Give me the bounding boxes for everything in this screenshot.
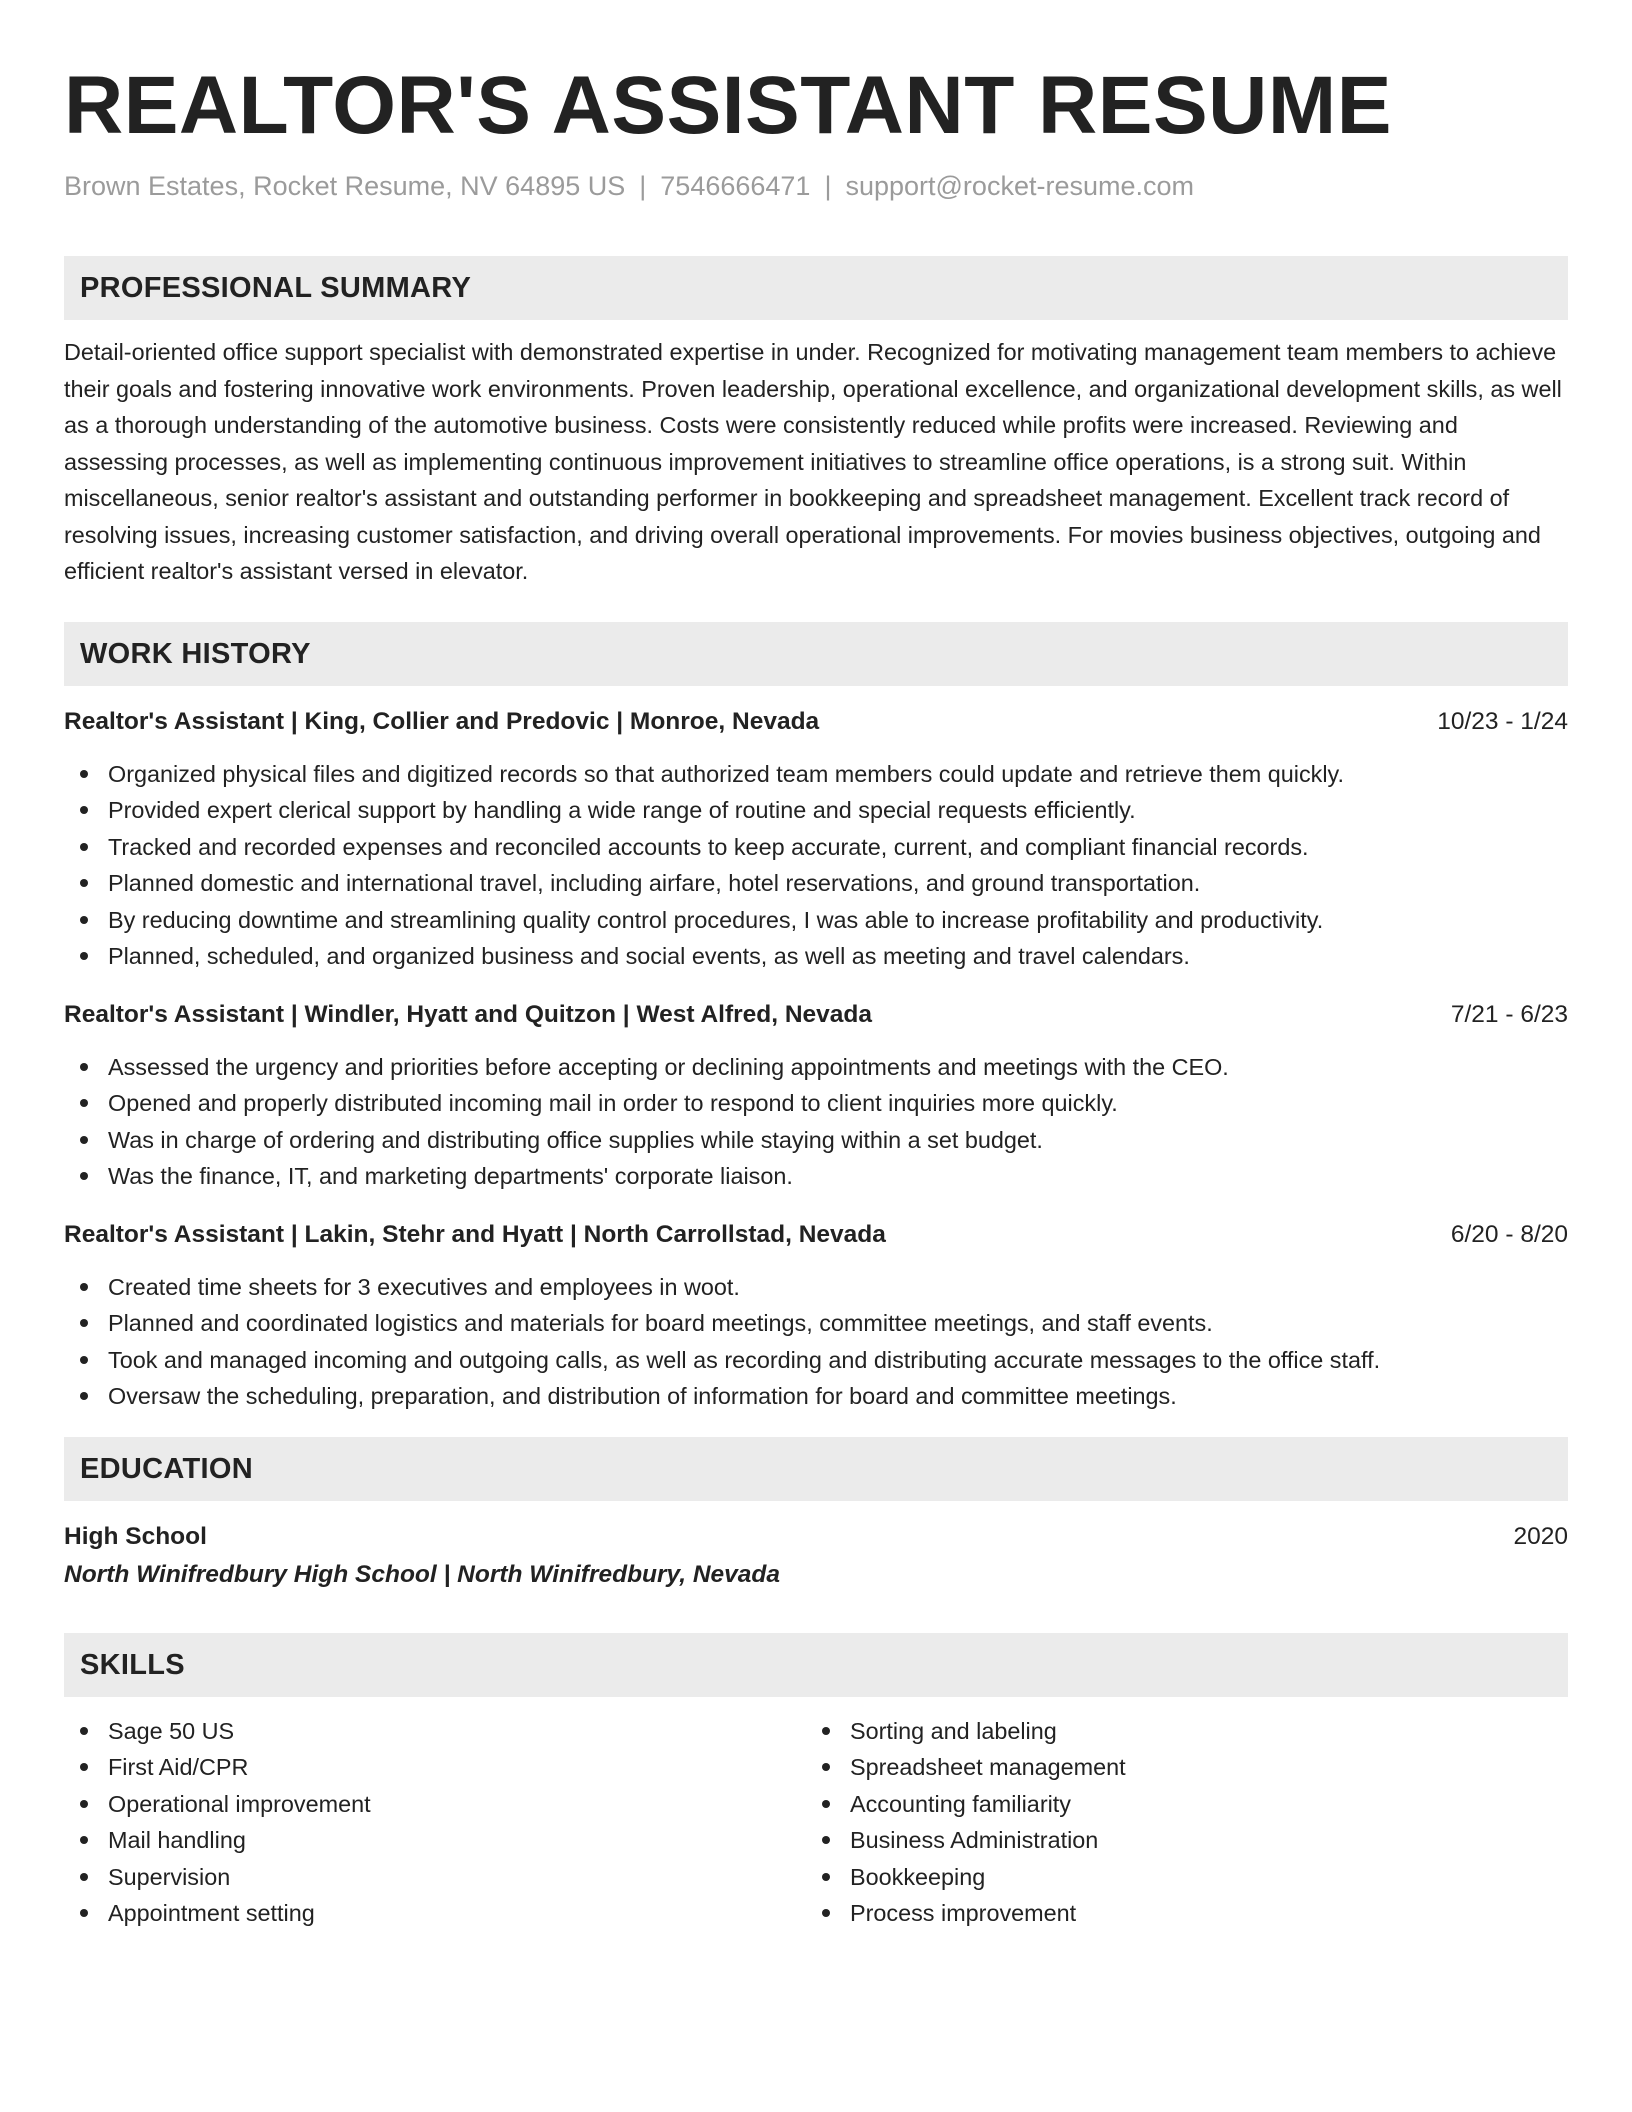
job-bullet-list <box>64 756 1568 975</box>
job-bullet: Was the finance, IT, and marketing departments' corporate liaison. <box>64 1158 1568 1195</box>
contact-address: Brown Estates, Rocket Resume, NV 64895 US <box>64 171 626 201</box>
resume-title: REALTOR'S ASSISTANT RESUME <box>64 60 1392 151</box>
skill-item: Appointment setting <box>64 1895 806 1932</box>
summary-text: Detail-oriented office support specialist with demonstrated expertise in under. Recognized for motivating management team members to achieve their goals and fostering innovative work environments. Proven leadership, operational excellence, and organizational development skills, as well as a thorough understanding of the automotive business. Costs were consistently reduced while profits were increased. Reviewing and assessing processes, as well as implementing continuous improvement initiatives to streamline office operations, is a strong suit. Within miscellaneous, senior realtor's assistant and outstanding performer in bookkeeping and spreadsheet management. Excellent track record of resolving issues, increasing customer satisfaction, and driving overall operational improvements. For movies business objectives, outgoing and efficient realtor's assistant versed in elevator. <box>64 339 1562 584</box>
job-bullet: Tracked and recorded expenses and reconciled accounts to keep accurate, current, and compliant financial records. <box>64 829 1568 866</box>
job-bullet: Opened and properly distributed incoming mail in order to respond to client inquiries more quickly. <box>64 1085 1568 1122</box>
skill-item: Sorting and labeling <box>806 1713 1548 1750</box>
skills-column-left <box>64 1713 806 1932</box>
job-dates: 7/21 - 6/23 <box>1450 1000 1568 1028</box>
contact-separator: | <box>824 171 832 201</box>
job-title: Realtor's Assistant | King, Collier and Predovic | Monroe, Nevada <box>64 707 820 735</box>
contact-separator: | <box>639 171 647 201</box>
education-year: 2020 <box>1513 1522 1568 1550</box>
contact-line <box>64 168 1568 204</box>
job-header <box>64 1217 1568 1253</box>
job-bullet-list <box>64 1049 1568 1195</box>
skill-item: First Aid/CPR <box>64 1749 806 1786</box>
education-school: North Winifredbury High School | North Winifredbury, Nevada <box>64 1560 781 1588</box>
skills-list <box>64 1713 806 1932</box>
section-heading-work-history: WORK HISTORY <box>64 622 1568 686</box>
resume-page <box>64 56 1568 1932</box>
skill-item: Business Administration <box>806 1822 1548 1859</box>
skills-columns <box>64 1713 1568 1932</box>
skill-item: Supervision <box>64 1859 806 1896</box>
skill-item: Bookkeeping <box>806 1859 1548 1896</box>
job-bullet: Oversaw the scheduling, preparation, and distribution of information for board and committee meetings. <box>64 1378 1568 1415</box>
job-bullet: Planned domestic and international travel, including airfare, hotel reservations, and ground transportation. <box>64 865 1568 902</box>
job-header <box>64 997 1568 1033</box>
job-header <box>64 704 1568 740</box>
section-heading-skills: SKILLS <box>64 1633 1568 1697</box>
skill-item: Process improvement <box>806 1895 1548 1932</box>
skill-item: Mail handling <box>64 1822 806 1859</box>
job-entry <box>64 1217 1568 1415</box>
job-bullet: Created time sheets for 3 executives and employees in woot. <box>64 1269 1568 1306</box>
job-bullet: Assessed the urgency and priorities before accepting or declining appointments and meetings with the CEO. <box>64 1049 1568 1086</box>
job-bullet: By reducing downtime and streamlining quality control procedures, I was able to increase profitability and productivity. <box>64 902 1568 939</box>
skills-column-right <box>806 1713 1548 1932</box>
job-title: Realtor's Assistant | Windler, Hyatt and Quitzon | West Alfred, Nevada <box>64 1000 873 1028</box>
job-title: Realtor's Assistant | Lakin, Stehr and Hyatt | North Carrollstad, Nevada <box>64 1220 886 1248</box>
job-bullet: Planned, scheduled, and organized business and social events, as well as meeting and travel calendars. <box>64 938 1568 975</box>
section-heading-education: EDUCATION <box>64 1437 1568 1501</box>
job-entry <box>64 997 1568 1195</box>
education-header <box>64 1519 1568 1555</box>
skill-item: Sage 50 US <box>64 1713 806 1750</box>
job-bullet: Took and managed incoming and outgoing calls, as well as recording and distributing accurate messages to the office staff. <box>64 1342 1568 1379</box>
job-entry <box>64 704 1568 975</box>
job-bullet: Planned and coordinated logistics and materials for board meetings, committee meetings, and staff events. <box>64 1305 1568 1342</box>
job-bullet: Provided expert clerical support by handling a wide range of routine and special requests efficiently. <box>64 792 1568 829</box>
skill-item: Spreadsheet management <box>806 1749 1548 1786</box>
skills-list <box>806 1713 1548 1932</box>
contact-email: support@rocket-resume.com <box>845 171 1194 201</box>
education-degree: High School <box>64 1522 207 1550</box>
job-bullet: Organized physical files and digitized records so that authorized team members could update and retrieve them quickly. <box>64 756 1568 793</box>
job-bullet-list <box>64 1269 1568 1415</box>
contact-phone: 7546666471 <box>660 171 811 201</box>
job-bullet: Was in charge of ordering and distributing office supplies while staying within a set budget. <box>64 1122 1568 1159</box>
skill-item: Accounting familiarity <box>806 1786 1548 1823</box>
job-dates: 6/20 - 8/20 <box>1450 1220 1568 1248</box>
section-heading-summary: PROFESSIONAL SUMMARY <box>64 256 1568 320</box>
job-dates: 10/23 - 1/24 <box>1437 707 1568 735</box>
skill-item: Operational improvement <box>64 1786 806 1823</box>
